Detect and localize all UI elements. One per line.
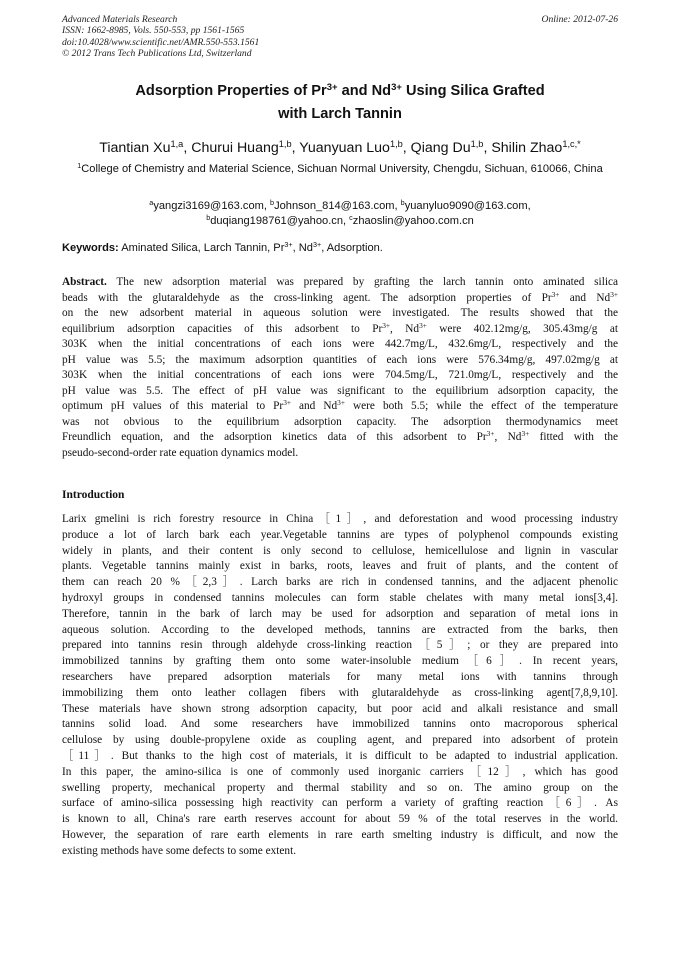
paragraph-line: researchers have prepared adsorption materials for many metal ions with tannins through — [62, 670, 618, 683]
email-line: $^b$duqiang198761@yahoo.cn, $^c$zhaoslin@yahoo.com.cn — [206, 213, 474, 227]
author: Qiang Du$^{1,b}$ — [410, 138, 484, 156]
paragraph-line: produce a lot of larch bark each year.Vegetable tannins are types of polyphenol compounds existing — [62, 528, 618, 541]
abstract-line: on the new adsorbent material in aqueous solution were investigated. The results showed that the — [62, 307, 618, 319]
paper-title — [62, 80, 618, 126]
journal-name: Advanced Materials Research — [62, 14, 178, 25]
email-address: zhaoslin@yahoo.com.cn — [352, 215, 474, 227]
paragraph-line: them can reach 20 %［2,3］. Larch barks are rich in condensed tannins, and the adjacent phenolic — [62, 576, 618, 589]
email-line: $^a$yangzi3169@163.com, $^b$Johnson_814@163.com, $^b$yuanyluo9090@163.com, — [149, 198, 531, 212]
author: Shilin Zhao$^{1,c,*}$ — [491, 138, 581, 156]
paragraph-line: existing methods have some defects to some extent. — [62, 844, 297, 857]
email-list — [62, 199, 618, 229]
paragraph-line: immobilizing them onto leather collagen fibers with glutaraldehyde as cross-linking agent[7,8,9,10]. — [62, 686, 618, 699]
paragraph-line: swelling property, mechanical property and thermal stability and so on. The amino group on the — [62, 781, 618, 794]
paragraph-line: These materials have shown strong adsorption capacity, but poor acid and alkali resistance and small — [62, 702, 618, 715]
section-heading-introduction: Introduction — [62, 489, 125, 501]
email-address: Johnson_814@163.com — [274, 200, 395, 212]
email-address: yangzi3169@163.com — [153, 200, 264, 212]
paragraph-line: However, the separation of rare earth elements in rare earth smelting industry is difficult, and now the — [62, 828, 618, 841]
author: Churui Huang$^{1,b}$ — [191, 138, 292, 156]
issn-line: ISSN: 1662-8985, Vols. 550-553, pp 1561-1565 — [62, 25, 245, 37]
paragraph-line: prepared into tannins resin through aldehyde cross-linking reaction［5］; or they are prepared into — [62, 639, 618, 652]
abstract-line: equilibrium adsorption capacities of this adsorbent to $Pr^{3+}$, $Nd^{3+}$ were 402.12mg/g, 305.43mg/g at — [62, 320, 618, 335]
author: Yuanyuan Luo$^{1,b}$ — [299, 138, 403, 156]
paragraph-line: surface of amino-silica possessing high reactivity can perform a variety of grafting reaction［6］. As — [62, 797, 618, 810]
keywords-label: Keywords: — [62, 242, 119, 254]
abstract-line: optimum pH values of this material to $Pr^{3+}$ and $Nd^{3+}$ were both 5.5; while the effect of the temperature — [62, 397, 618, 412]
author: Tiantian Xu$^{1,a}$ — [99, 138, 184, 156]
paragraph-line: Larix gmelini is rich forestry resource in China［1］, and deforestation and wood processing industry — [62, 513, 618, 525]
abstract-line: Freundlich equation, and the adsorption kinetics data of this adsorbent to $Pr^{3+}$, $Nd^{3+}$ fitted with the — [62, 428, 618, 443]
abstract-line: pH value was 5.5; the maximum adsorption quantities of each ions were 576.34mg/g, 497.02mg/g at — [62, 353, 618, 366]
abstract-line: was not obvious to the equilibrium adsorption capacity. The adsorption thermodynamics meet — [62, 415, 618, 428]
paragraph-line: widely in plants, and their content is only second to cellulose, hemicellulose and lignin in vascular — [62, 544, 618, 557]
abstract-line: pseudo-second-order rate equation dynamics model. — [62, 446, 299, 459]
abstract-line: Abstract. The new adsorption material was prepared by grafting the larch tannin onto aminated silica — [62, 276, 618, 288]
online-date: Online: 2012-07-26 — [541, 14, 618, 25]
introduction-body — [62, 512, 618, 860]
author-list: Tiantian Xu$^{1,a}$, Churui Huang$^{1,b}$, Yuanyuan Luo$^{1,b}$, Qiang Du$^{1,b}$, Shilin Zhao$^{1,c,*}$ — [99, 138, 581, 156]
title-line-1: Adsorption Properties of $Pr^{3+}$ and $Nd^{3+}$ Using Silica Grafted — [135, 81, 545, 99]
paragraph-line: immobilized tannins by grafting them onto some water-insoluble medium［6］. In recent years, — [62, 655, 618, 668]
keywords: Keywords: Aminated Silica, Larch Tannin, $Pr^{3+}$, $Nd^{3+}$, Adsorption. — [62, 240, 383, 254]
abstract-line: 303K when the initial concentrations of each ions were 442.7mg/L, 432.6mg/L, respectively and the — [62, 338, 618, 350]
paragraph-line: is known to all, China's rare earth reserves account for about 59 % of the total reserves in the world. — [62, 813, 618, 826]
email-address: duqiang198761@yahoo.cn — [210, 215, 343, 227]
abstract-line: 303K when the initial concentrations of each ions were 704.5mg/L, 721.0mg/L, respectively and the — [62, 369, 618, 381]
title-line-2: with Larch Tannin — [278, 106, 402, 122]
paragraph-line: hydroxyl groups in condensed tannins molecules can form stable chelates with many metal ions[3,4]. — [62, 591, 618, 604]
email-address: yuanyluo9090@163.com — [404, 200, 528, 212]
paragraph-line: tannins solid load. And some researchers have immobilized tannins onto macroporous spherical — [62, 718, 618, 731]
abstract-label: Abstract. — [62, 276, 107, 288]
abstract — [62, 275, 618, 461]
doi-line: doi:10.4028/www.scientific.net/AMR.550-553.1561 — [62, 36, 260, 48]
journal-header — [62, 14, 618, 59]
paragraph-line: ［11］. But thanks to the high cost of materials, it is difficult to be adapted to industrial application. — [62, 749, 618, 762]
paragraph-line: cellulose by using double-propylene oxide as coupling agent, and prepared into adsorbent of protein — [62, 734, 618, 747]
abstract-line: beads with the glutaraldehyde as the cross-linking agent. The adsorption properties of $Pr^{3+}$ and $Nd^{3+}$ — [62, 289, 618, 304]
paragraph-line: plants. Vegetable tannins mainly exist in barks, roots, leaves and fruit of plants, and the content of — [62, 560, 618, 573]
copyright-line: © 2012 Trans Tech Publications Ltd, Switzerland — [62, 47, 252, 59]
abstract-line: pH value was 5.5. The effect of pH value was significant to the equilibrium adsorption capacity, the — [62, 384, 618, 397]
paragraph-line: aqueous solution. According to the developed methods, tannins are extracted from the barks, then — [62, 623, 618, 636]
paragraph-line: Therefore, tannin in the bark of larch may be used for adsorption and separation of metal ions in — [62, 607, 618, 620]
affiliation: $^1$College of Chemistry and Material Science, Sichuan Normal University, Chengdu, Sichuan, 610066, China — [77, 161, 603, 175]
paragraph-line: In this paper, the amino-silica is one of commonly used inorganic carriers［12］, which has good — [62, 765, 618, 778]
